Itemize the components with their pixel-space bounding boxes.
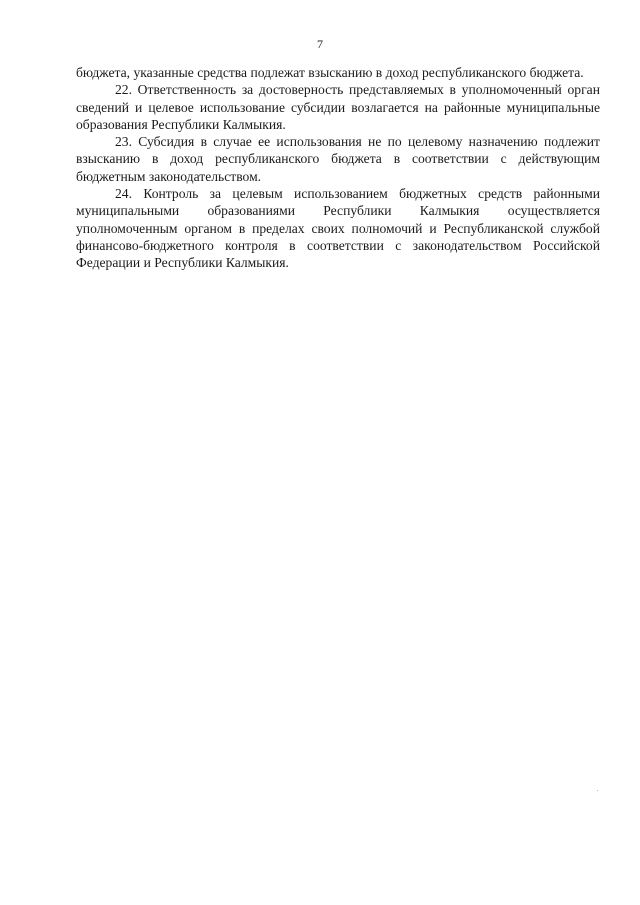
paragraph-continuation: бюджета, указанные средства подлежат взысканию в доход республиканского бюджета. <box>76 65 584 80</box>
paragraph-22-responsibility: 22. Ответственность за достоверность представляемых в уполномоченный орган сведений и целевое использование субсидии возлагается на районные муниципальные образования Республики Калмыкия. <box>76 82 600 132</box>
paragraph-23-subsidy-recovery: 23. Субсидия в случае ее использования не по целевому назначению подлежит взысканию в доход республиканского бюджета в соответствии с действующим бюджетным законодательством. <box>76 134 600 184</box>
document-body <box>76 64 600 272</box>
scan-speck <box>597 790 598 791</box>
paragraph-24-control: 24. Контроль за целевым использованием бюджетных средств районными муниципальными образованиями Республики Калмыкия осуществляется уполномоченным органом в пределах своих полномочий и Республиканской службой финансово-бюджетного контроля в соответствии с законодательством Российской Федерации и Республики Калмыкия. <box>76 186 600 271</box>
page-number: 7 <box>317 37 323 51</box>
